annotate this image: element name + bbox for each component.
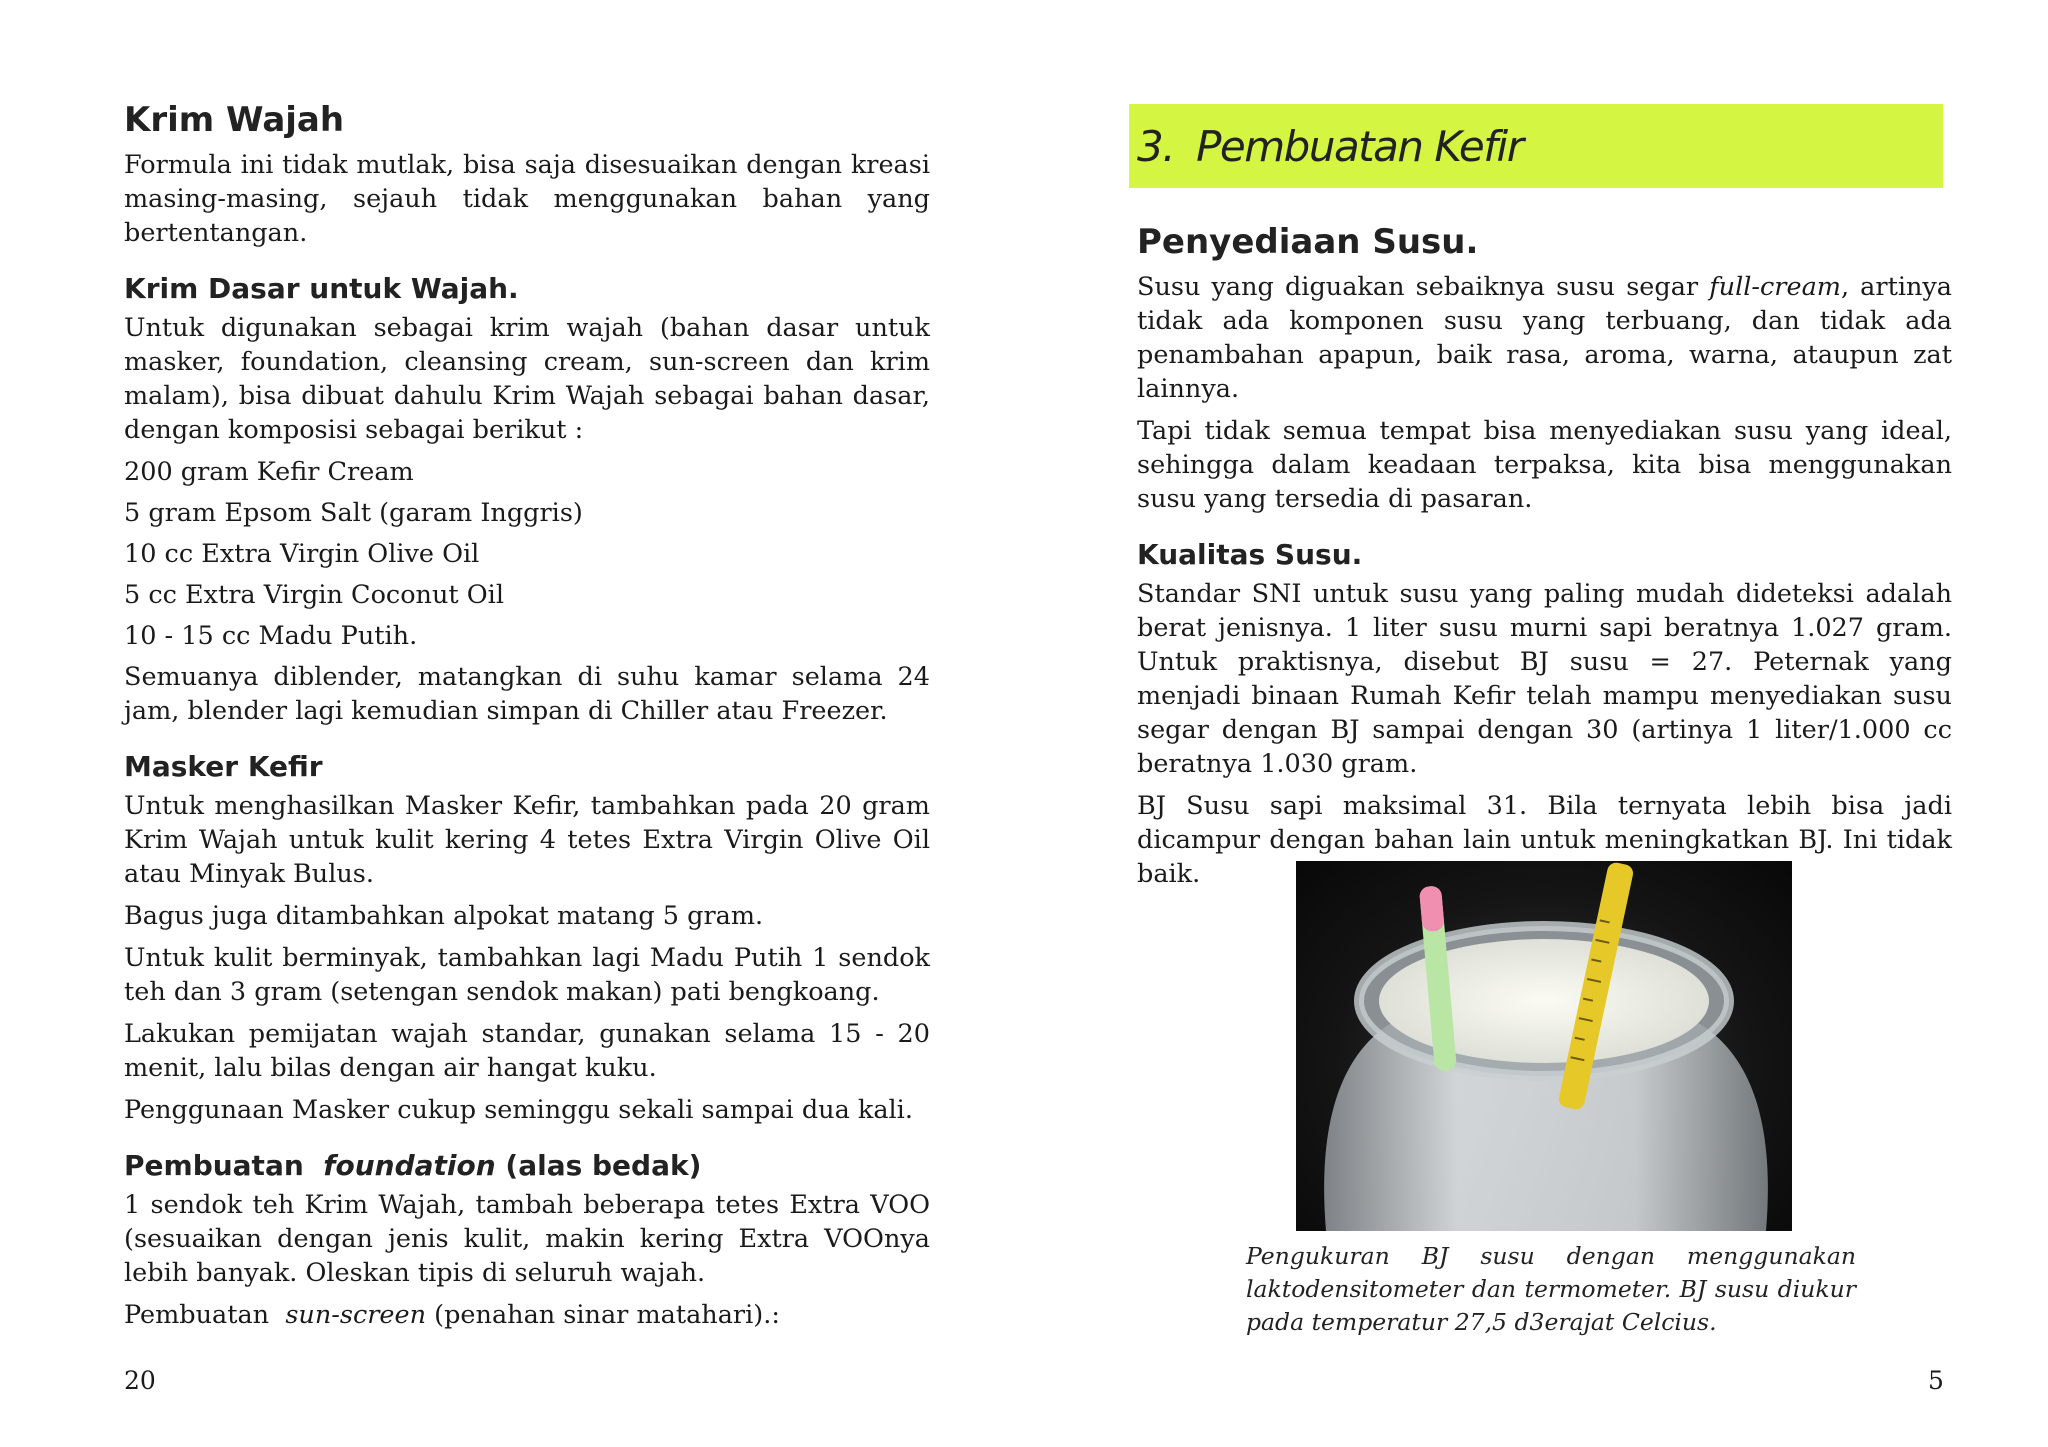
heading-foundation-part: Pembuatan [124, 1149, 304, 1182]
masker-paragraph: Bagus juga ditambahkan alpokat matang 5 gram. [124, 901, 764, 931]
heading-foundation-italic: foundation [323, 1149, 496, 1182]
sunscreen-line [124, 1298, 930, 1332]
chapter-number: 3. [1137, 121, 1175, 171]
krim-dasar-paragraph: Untuk digunakan sebagai krim wajah (bahan dasar untuk masker, foundation, cleansing cream, sun-screen dan krim malam), bisa dibuat dahulu Krim Wajah sebagai bahan dasar, dengan komposisi sebagai berikut : [124, 313, 930, 445]
heading-kualitas-susu: Kualitas Susu. [1137, 538, 1363, 571]
milk-jar-illustration [1296, 861, 1792, 1231]
kualitas-paragraph: Standar SNI untuk susu yang paling mudah dideteksi adalah berat jenisnya. 1 liter susu murni sapi beratnya 1.027 gram. Untuk praktisnya, disebut BJ susu = 27. Peternak yang menjadi binaan Rumah Kefir telah mampu menyediakan susu segar dengan BJ sampai dengan 30 (artinya 1 liter/1.000 cc beratnya 1.030 gram. [1137, 579, 1952, 779]
left-column [124, 100, 930, 1339]
milk-jar-photo [1296, 861, 1792, 1231]
masker-paragraph: Penggunaan Masker cukup seminggu sekali sampai dua kali. [124, 1095, 913, 1125]
chapter-title: Pembuatan Kefir [1196, 121, 1523, 171]
full-cream-italic: full-cream [1709, 272, 1841, 302]
penyediaan-text: , artinya tidak ada komponen susu yang terbuang, dan tidak ada penambahan apapun, baik rasa, aroma, warna, ataupun zat lainnya. [1137, 272, 1953, 404]
kualitas-paragraph-2: BJ Susu sapi maksimal 31. Bila ternyata lebih bisa jadi dicampur dengan bahan lain untuk meningkatkan BJ. Ini tidak baik. [1137, 791, 1952, 889]
penyediaan-paragraph-2: Tapi tidak semua tempat bisa menyediakan susu yang ideal, sehingga dalam keadaan terpaksa, kita bisa menggunakan susu yang tersedia di pasaran. [1137, 416, 1952, 514]
sunscreen-text: Pembuatan [124, 1300, 270, 1330]
foundation-paragraph: 1 sendok teh Krim Wajah, tambah beberapa tetes Extra VOO (sesuaikan dengan jenis kulit, makin kering Extra VOOnya lebih banyak. Oleskan tipis di seluruh wajah. [124, 1190, 930, 1288]
right-column [1137, 222, 1952, 899]
ingredient-item: 10 cc Extra Virgin Olive Oil [124, 539, 480, 569]
section-title-krim-wajah: Krim Wajah [124, 100, 345, 140]
masker-paragraph: Untuk menghasilkan Masker Kefir, tambahkan pada 20 gram Krim Wajah untuk kulit kering 4 tetes Extra Virgin Olive Oil atau Minyak Bulus. [124, 791, 930, 889]
intro-paragraph: Formula ini tidak mutlak, bisa saja disesuaikan dengan kreasi masing-masing, sejauh tidak menggunakan bahan yang bertentangan. [124, 150, 930, 248]
page-number-right: 5 [1928, 1366, 1944, 1395]
heading-foundation-part: (alas bedak) [505, 1149, 702, 1182]
heading-foundation [124, 1149, 930, 1182]
ingredient-item: 5 cc Extra Virgin Coconut Oil [124, 580, 504, 610]
heading-penyediaan-susu: Penyediaan Susu. [1137, 222, 1479, 262]
chapter-banner [1129, 104, 1943, 188]
penyediaan-text: Susu yang diguakan sebaiknya susu segar [1137, 272, 1699, 302]
photo-caption: Pengukuran BJ susu dengan menggunakan laktodensitometer dan termometer. BJ susu diukur pada temperatur 27,5 d3erajat Celcius. [1246, 1242, 1856, 1336]
right-page [1024, 0, 2048, 1447]
penyediaan-paragraph [1137, 270, 1952, 406]
krim-dasar-instructions: Semuanya diblender, matangkan di suhu kamar selama 24 jam, blender lagi kemudian simpan di Chiller atau Freezer. [124, 662, 930, 726]
sunscreen-italic: sun-screen [285, 1300, 427, 1330]
ingredient-item: 200 gram Kefir Cream [124, 457, 414, 487]
sunscreen-text: (penahan sinar matahari).: [434, 1300, 780, 1330]
heading-krim-dasar: Krim Dasar untuk Wajah. [124, 272, 519, 305]
masker-paragraph: Lakukan pemijatan wajah standar, gunakan selama 15 - 20 menit, lalu bilas dengan air hangat kuku. [124, 1019, 930, 1083]
heading-masker-kefir: Masker Kefir [124, 750, 323, 783]
ingredient-item: 10 - 15 cc Madu Putih. [124, 621, 418, 651]
page-number-left: 20 [124, 1366, 156, 1395]
masker-paragraph: Untuk kulit berminyak, tambahkan lagi Madu Putih 1 sendok teh dan 3 gram (setengan sendok makan) pati bengkoang. [124, 943, 930, 1007]
ingredient-item: 5 gram Epsom Salt (garam Inggris) [124, 498, 583, 528]
